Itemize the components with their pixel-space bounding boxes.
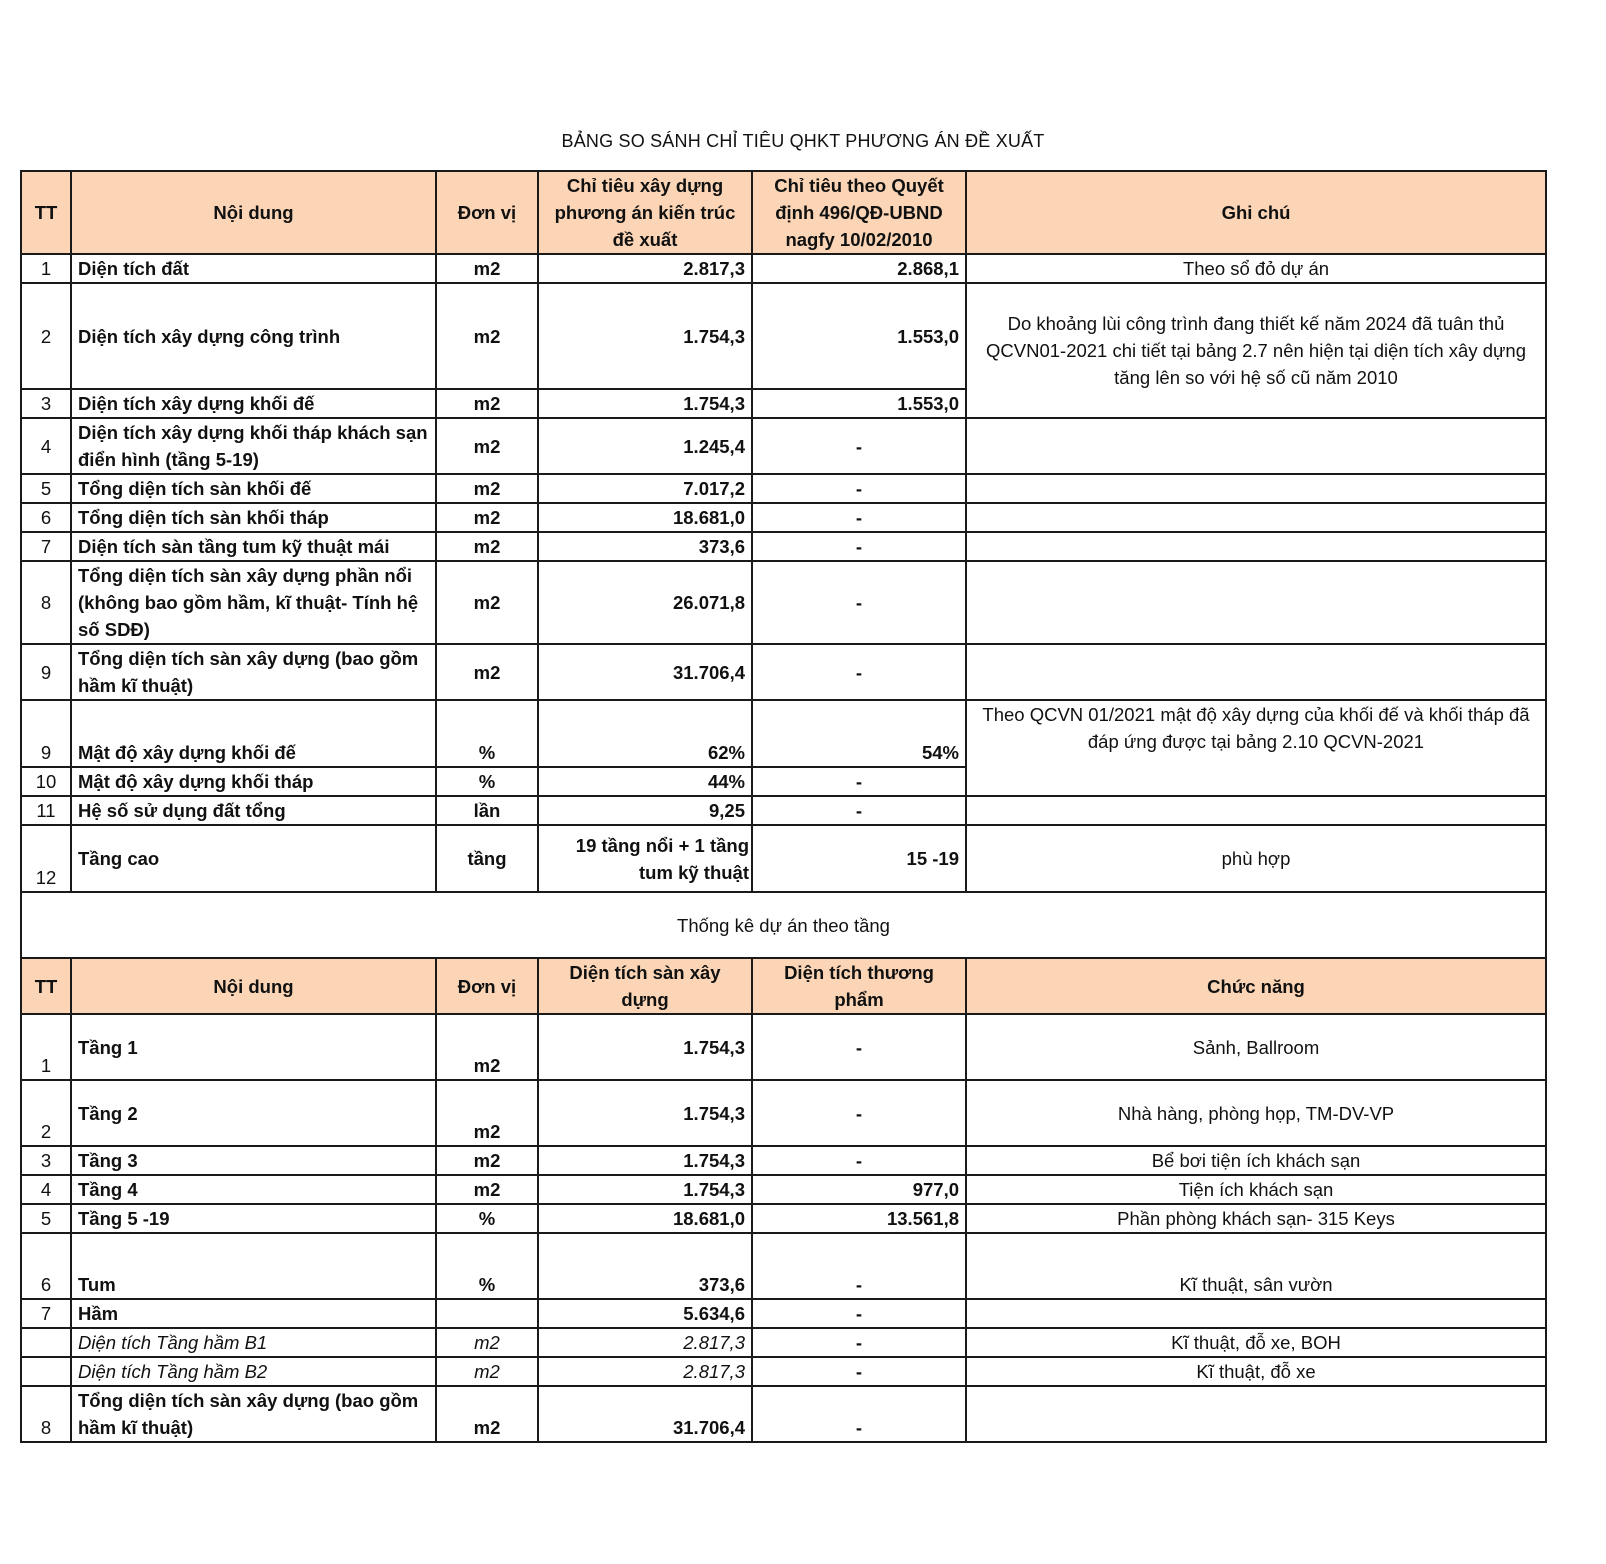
row-commercial-area: -	[752, 1357, 966, 1386]
header-unit: Đơn vị	[436, 958, 538, 1014]
table-row	[21, 418, 1546, 474]
row-unit: lần	[436, 796, 538, 825]
table-row	[21, 1328, 1546, 1357]
header-function: Chức năng	[966, 958, 1546, 1014]
row-content: Diện tích đất	[71, 254, 436, 283]
row-content: Tổng diện tích sàn xây dựng (bao gồm hầm kĩ thuật)	[71, 1386, 436, 1442]
row-commercial-area: -	[752, 1233, 966, 1299]
row-tt: 7	[21, 1299, 71, 1328]
table-row	[21, 1204, 1546, 1233]
row-unit: m2	[436, 1175, 538, 1204]
row-decision: 1.553,0	[752, 389, 966, 418]
header-decision: Chỉ tiêu theo Quyết định 496/QĐ-UBND nagfy 10/02/2010	[752, 171, 966, 254]
row-function: Phần phòng khách sạn- 315 Keys	[966, 1204, 1546, 1233]
row-floor-area: 1.754,3	[538, 1014, 752, 1080]
row-unit: m2	[436, 561, 538, 644]
row-function	[966, 1299, 1546, 1328]
row-commercial-area: -	[752, 1146, 966, 1175]
table-row	[21, 1014, 1546, 1080]
row-content: Diện tích sàn tầng tum kỹ thuật mái	[71, 532, 436, 561]
row-tt	[21, 1357, 71, 1386]
row-proposed: 19 tầng nổi + 1 tầng tum kỹ thuật	[538, 825, 752, 892]
row-function: Bể bơi tiện ích khách sạn	[966, 1146, 1546, 1175]
row-content: Mật độ xây dựng khối tháp	[71, 767, 436, 796]
table-row	[21, 254, 1546, 283]
row-tt: 9	[21, 700, 71, 767]
row-tt: 11	[21, 796, 71, 825]
row-note	[966, 644, 1546, 700]
row-function: Kĩ thuật, sân vườn	[966, 1233, 1546, 1299]
table-row	[21, 1080, 1546, 1146]
row-unit: %	[436, 1204, 538, 1233]
table-row	[21, 1386, 1546, 1442]
row-decision: -	[752, 767, 966, 796]
table-header-row	[21, 958, 1546, 1014]
row-decision: 54%	[752, 700, 966, 767]
row-unit: %	[436, 1233, 538, 1299]
row-commercial-area: -	[752, 1299, 966, 1328]
row-content: Tổng diện tích sàn xây dựng (bao gồm hầm kĩ thuật)	[71, 644, 436, 700]
row-unit: m2	[436, 1080, 538, 1146]
row-decision: -	[752, 644, 966, 700]
row-unit: m2	[436, 1014, 538, 1080]
row-proposed: 44%	[538, 767, 752, 796]
row-decision: 2.868,1	[752, 254, 966, 283]
header-tt: TT	[21, 171, 71, 254]
row-unit: m2	[436, 254, 538, 283]
row-content: Tổng diện tích sàn khối tháp	[71, 503, 436, 532]
row-floor-area: 1.754,3	[538, 1175, 752, 1204]
table-row	[21, 644, 1546, 700]
row-proposed: 26.071,8	[538, 561, 752, 644]
row-proposed: 373,6	[538, 532, 752, 561]
row-unit	[436, 1299, 538, 1328]
row-note	[966, 474, 1546, 503]
row-proposed: 7.017,2	[538, 474, 752, 503]
table-row	[21, 532, 1546, 561]
row-floor-area: 18.681,0	[538, 1204, 752, 1233]
row-commercial-area: -	[752, 1328, 966, 1357]
row-content: Tầng 5 -19	[71, 1204, 436, 1233]
header-commercial-area: Diện tích thương phẩm	[752, 958, 966, 1014]
document-title: BẢNG SO SÁNH CHỈ TIÊU QHKT PHƯƠNG ÁN ĐỀ XUẤT	[561, 131, 1045, 151]
row-tt: 7	[21, 532, 71, 561]
row-function: Tiện ích khách sạn	[966, 1175, 1546, 1204]
row-content: Hệ số sử dụng đất tổng	[71, 796, 436, 825]
row-proposed: 1.245,4	[538, 418, 752, 474]
row-unit: m2	[436, 283, 538, 389]
row-unit: m2	[436, 389, 538, 418]
header-content: Nội dung	[71, 958, 436, 1014]
row-function: Kĩ thuật, đỗ xe	[966, 1357, 1546, 1386]
row-decision: -	[752, 796, 966, 825]
row-content: Tầng 4	[71, 1175, 436, 1204]
row-unit: m2	[436, 532, 538, 561]
row-commercial-area: -	[752, 1386, 966, 1442]
row-commercial-area: -	[752, 1014, 966, 1080]
row-unit: m2	[436, 474, 538, 503]
row-decision: 15 -19	[752, 825, 966, 892]
header-note: Ghi chú	[966, 171, 1546, 254]
table-row	[21, 474, 1546, 503]
row-note-merged: Theo QCVN 01/2021 mật độ xây dựng của khối đế và khối tháp đã đáp ứng được tại bảng 2.10 QCVN-2021	[966, 700, 1546, 796]
row-content: Hầm	[71, 1299, 436, 1328]
row-note-merged: Do khoảng lùi công trình đang thiết kế năm 2024 đã tuân thủ QCVN01-2021 chi tiết tại bảng 2.7 nên hiện tại diện tích xây dựng tăng lên so với hệ số cũ năm 2010	[966, 283, 1546, 418]
row-tt: 10	[21, 767, 71, 796]
row-tt: 4	[21, 418, 71, 474]
row-content: Mật độ xây dựng khối đế	[71, 700, 436, 767]
row-proposed: 9,25	[538, 796, 752, 825]
row-note	[966, 796, 1546, 825]
row-content: Tổng diện tích sàn khối đế	[71, 474, 436, 503]
row-tt: 3	[21, 389, 71, 418]
row-commercial-area: 13.561,8	[752, 1204, 966, 1233]
row-tt: 1	[21, 254, 71, 283]
row-unit: %	[436, 700, 538, 767]
row-proposed: 1.754,3	[538, 283, 752, 389]
row-proposed: 2.817,3	[538, 254, 752, 283]
row-proposed: 18.681,0	[538, 503, 752, 532]
row-tt: 6	[21, 503, 71, 532]
row-proposed: 31.706,4	[538, 644, 752, 700]
header-content: Nội dung	[71, 171, 436, 254]
row-decision: -	[752, 418, 966, 474]
row-unit: m2	[436, 418, 538, 474]
table-row	[21, 796, 1546, 825]
row-tt: 9	[21, 644, 71, 700]
comparison-table	[20, 170, 1547, 1443]
table-row	[21, 1357, 1546, 1386]
row-content: Diện tích xây dựng khối đế	[71, 389, 436, 418]
row-content: Tầng 3	[71, 1146, 436, 1175]
row-floor-area: 5.634,6	[538, 1299, 752, 1328]
row-unit: m2	[436, 644, 538, 700]
header-proposed: Chỉ tiêu xây dựng phương án kiến trúc đề xuất	[538, 171, 752, 254]
table-row	[21, 1233, 1546, 1299]
row-tt: 1	[21, 1014, 71, 1080]
row-tt: 3	[21, 1146, 71, 1175]
row-content: Diện tích Tầng hầm B1	[71, 1328, 436, 1357]
row-function: Nhà hàng, phòng họp, TM-DV-VP	[966, 1080, 1546, 1146]
row-tt: 6	[21, 1233, 71, 1299]
row-note	[966, 418, 1546, 474]
row-decision: -	[752, 532, 966, 561]
row-decision: 1.553,0	[752, 283, 966, 389]
row-content: Tum	[71, 1233, 436, 1299]
row-unit: m2	[436, 1146, 538, 1175]
row-note: Theo sổ đỏ dự án	[966, 254, 1546, 283]
section-band-row	[21, 892, 1546, 958]
table-row	[21, 1146, 1546, 1175]
table-row	[21, 561, 1546, 644]
row-content: Tầng 2	[71, 1080, 436, 1146]
row-content: Tổng diện tích sàn xây dựng phần nổi (không bao gồm hầm, kĩ thuật- Tính hệ số SDĐ)	[71, 561, 436, 644]
header-tt: TT	[21, 958, 71, 1014]
row-decision: -	[752, 561, 966, 644]
row-content: Tầng 1	[71, 1014, 436, 1080]
row-tt: 8	[21, 1386, 71, 1442]
row-content: Tầng cao	[71, 825, 436, 892]
row-floor-area: 2.817,3	[538, 1328, 752, 1357]
row-tt: 8	[21, 561, 71, 644]
row-proposed: 1.754,3	[538, 389, 752, 418]
row-note	[966, 503, 1546, 532]
row-unit: m2	[436, 503, 538, 532]
table-row	[21, 825, 1546, 892]
row-note	[966, 561, 1546, 644]
row-floor-area: 1.754,3	[538, 1080, 752, 1146]
table-row	[21, 1175, 1546, 1204]
row-decision: -	[752, 474, 966, 503]
row-tt: 2	[21, 283, 71, 389]
header-floor-area: Diện tích sàn xây dựng	[538, 958, 752, 1014]
row-content: Diện tích xây dựng khối tháp khách sạn điển hình (tầng 5-19)	[71, 418, 436, 474]
table-row	[21, 283, 1546, 389]
row-unit: %	[436, 767, 538, 796]
row-commercial-area: 977,0	[752, 1175, 966, 1204]
table-row	[21, 1299, 1546, 1328]
row-note: phù hợp	[966, 825, 1546, 892]
row-note	[966, 532, 1546, 561]
row-content: Diện tích xây dựng công trình	[71, 283, 436, 389]
table-row	[21, 503, 1546, 532]
row-floor-area: 2.817,3	[538, 1357, 752, 1386]
row-floor-area: 373,6	[538, 1233, 752, 1299]
row-floor-area: 1.754,3	[538, 1146, 752, 1175]
row-proposed: 62%	[538, 700, 752, 767]
row-unit: m2	[436, 1357, 538, 1386]
row-content: Diện tích Tầng hầm B2	[71, 1357, 436, 1386]
row-function: Sảnh, Ballroom	[966, 1014, 1546, 1080]
row-floor-area: 31.706,4	[538, 1386, 752, 1442]
row-tt: 5	[21, 1204, 71, 1233]
header-unit: Đơn vị	[436, 171, 538, 254]
section-title: Thống kê dự án theo tầng	[21, 892, 1546, 958]
row-tt	[21, 1328, 71, 1357]
row-decision: -	[752, 503, 966, 532]
row-commercial-area: -	[752, 1080, 966, 1146]
table-header-row	[21, 171, 1546, 254]
row-unit: tầng	[436, 825, 538, 892]
row-unit: m2	[436, 1386, 538, 1442]
row-function	[966, 1386, 1546, 1442]
row-unit: m2	[436, 1328, 538, 1357]
table-row	[21, 700, 1546, 767]
row-tt: 2	[21, 1080, 71, 1146]
row-function: Kĩ thuật, đỗ xe, BOH	[966, 1328, 1546, 1357]
row-tt: 5	[21, 474, 71, 503]
row-tt: 4	[21, 1175, 71, 1204]
row-tt: 12	[21, 825, 71, 892]
